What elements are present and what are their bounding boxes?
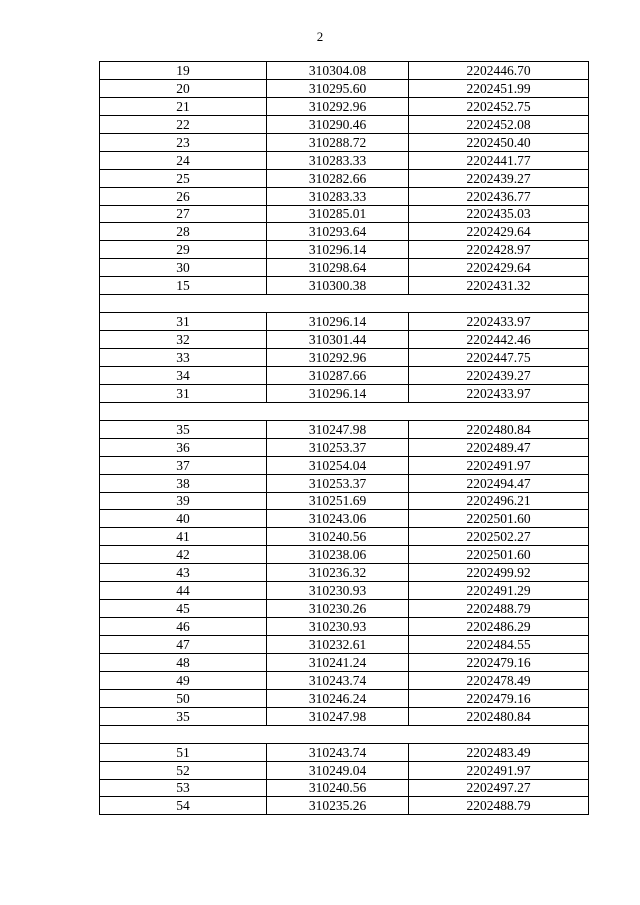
point-number-cell: 36 bbox=[100, 438, 267, 456]
table-separator-row bbox=[100, 725, 589, 743]
y-coordinate-cell: 2202478.49 bbox=[409, 671, 589, 689]
point-number-cell: 25 bbox=[100, 169, 267, 187]
x-coordinate-cell: 310301.44 bbox=[267, 331, 409, 349]
table-row bbox=[100, 671, 589, 689]
point-number-cell: 41 bbox=[100, 528, 267, 546]
x-coordinate-cell: 310251.69 bbox=[267, 492, 409, 510]
x-coordinate-cell: 310292.96 bbox=[267, 349, 409, 367]
x-coordinate-cell: 310243.06 bbox=[267, 510, 409, 528]
x-coordinate-cell: 310298.64 bbox=[267, 259, 409, 277]
y-coordinate-cell: 2202431.32 bbox=[409, 277, 589, 295]
x-coordinate-cell: 310243.74 bbox=[267, 743, 409, 761]
x-coordinate-cell: 310235.26 bbox=[267, 797, 409, 815]
x-coordinate-cell: 310246.24 bbox=[267, 689, 409, 707]
coordinates-table bbox=[99, 61, 589, 815]
table-row bbox=[100, 97, 589, 115]
x-coordinate-cell: 310241.24 bbox=[267, 653, 409, 671]
point-number-cell: 40 bbox=[100, 510, 267, 528]
x-coordinate-cell: 310296.14 bbox=[267, 313, 409, 331]
point-number-cell: 23 bbox=[100, 133, 267, 151]
table-row bbox=[100, 779, 589, 797]
table-row bbox=[100, 582, 589, 600]
table-row bbox=[100, 205, 589, 223]
point-number-cell: 42 bbox=[100, 546, 267, 564]
point-number-cell: 38 bbox=[100, 474, 267, 492]
table-row bbox=[100, 546, 589, 564]
y-coordinate-cell: 2202502.27 bbox=[409, 528, 589, 546]
point-number-cell: 19 bbox=[100, 62, 267, 80]
x-coordinate-cell: 310283.33 bbox=[267, 151, 409, 169]
x-coordinate-cell: 310285.01 bbox=[267, 205, 409, 223]
y-coordinate-cell: 2202489.47 bbox=[409, 438, 589, 456]
page-number: 2 bbox=[316, 29, 324, 44]
table-row bbox=[100, 653, 589, 671]
table-row bbox=[100, 187, 589, 205]
x-coordinate-cell: 310292.96 bbox=[267, 97, 409, 115]
y-coordinate-cell: 2202447.75 bbox=[409, 349, 589, 367]
table-row bbox=[100, 600, 589, 618]
point-number-cell: 34 bbox=[100, 366, 267, 384]
x-coordinate-cell: 310293.64 bbox=[267, 223, 409, 241]
point-number-cell: 22 bbox=[100, 115, 267, 133]
point-number-cell: 26 bbox=[100, 187, 267, 205]
x-coordinate-cell: 310236.32 bbox=[267, 564, 409, 582]
point-number-cell: 49 bbox=[100, 671, 267, 689]
x-coordinate-cell: 310247.98 bbox=[267, 420, 409, 438]
table-row bbox=[100, 366, 589, 384]
y-coordinate-cell: 2202479.16 bbox=[409, 689, 589, 707]
table-row bbox=[100, 797, 589, 815]
x-coordinate-cell: 310283.33 bbox=[267, 187, 409, 205]
table-row bbox=[100, 79, 589, 97]
x-coordinate-cell: 310253.37 bbox=[267, 438, 409, 456]
x-coordinate-cell: 310249.04 bbox=[267, 761, 409, 779]
x-coordinate-cell: 310296.14 bbox=[267, 241, 409, 259]
x-coordinate-cell: 310240.56 bbox=[267, 528, 409, 546]
y-coordinate-cell: 2202433.97 bbox=[409, 313, 589, 331]
table-row bbox=[100, 636, 589, 654]
x-coordinate-cell: 310240.56 bbox=[267, 779, 409, 797]
y-coordinate-cell: 2202488.79 bbox=[409, 600, 589, 618]
table-row bbox=[100, 331, 589, 349]
x-coordinate-cell: 310300.38 bbox=[267, 277, 409, 295]
table-row bbox=[100, 223, 589, 241]
point-number-cell: 20 bbox=[100, 79, 267, 97]
point-number-cell: 27 bbox=[100, 205, 267, 223]
table-row bbox=[100, 420, 589, 438]
y-coordinate-cell: 2202436.77 bbox=[409, 187, 589, 205]
point-number-cell: 53 bbox=[100, 779, 267, 797]
separator-cell bbox=[100, 402, 589, 420]
point-number-cell: 52 bbox=[100, 761, 267, 779]
point-number-cell: 30 bbox=[100, 259, 267, 277]
y-coordinate-cell: 2202433.97 bbox=[409, 384, 589, 402]
x-coordinate-cell: 310288.72 bbox=[267, 133, 409, 151]
table-row bbox=[100, 277, 589, 295]
table-row bbox=[100, 349, 589, 367]
y-coordinate-cell: 2202452.75 bbox=[409, 97, 589, 115]
y-coordinate-cell: 2202439.27 bbox=[409, 366, 589, 384]
point-number-cell: 31 bbox=[100, 384, 267, 402]
y-coordinate-cell: 2202429.64 bbox=[409, 223, 589, 241]
point-number-cell: 43 bbox=[100, 564, 267, 582]
point-number-cell: 24 bbox=[100, 151, 267, 169]
table-row bbox=[100, 618, 589, 636]
table-row bbox=[100, 115, 589, 133]
point-number-cell: 46 bbox=[100, 618, 267, 636]
y-coordinate-cell: 2202442.46 bbox=[409, 331, 589, 349]
y-coordinate-cell: 2202435.03 bbox=[409, 205, 589, 223]
y-coordinate-cell: 2202441.77 bbox=[409, 151, 589, 169]
y-coordinate-cell: 2202501.60 bbox=[409, 510, 589, 528]
x-coordinate-cell: 310230.93 bbox=[267, 618, 409, 636]
table-row bbox=[100, 743, 589, 761]
point-number-cell: 28 bbox=[100, 223, 267, 241]
point-number-cell: 35 bbox=[100, 707, 267, 725]
y-coordinate-cell: 2202488.79 bbox=[409, 797, 589, 815]
point-number-cell: 39 bbox=[100, 492, 267, 510]
table-row bbox=[100, 689, 589, 707]
point-number-cell: 44 bbox=[100, 582, 267, 600]
x-coordinate-cell: 310253.37 bbox=[267, 474, 409, 492]
table-row bbox=[100, 761, 589, 779]
x-coordinate-cell: 310243.74 bbox=[267, 671, 409, 689]
point-number-cell: 51 bbox=[100, 743, 267, 761]
table-row bbox=[100, 564, 589, 582]
x-coordinate-cell: 310304.08 bbox=[267, 62, 409, 80]
y-coordinate-cell: 2202428.97 bbox=[409, 241, 589, 259]
x-coordinate-cell: 310230.93 bbox=[267, 582, 409, 600]
table-row bbox=[100, 151, 589, 169]
x-coordinate-cell: 310232.61 bbox=[267, 636, 409, 654]
table-separator-row bbox=[100, 295, 589, 313]
y-coordinate-cell: 2202497.27 bbox=[409, 779, 589, 797]
y-coordinate-cell: 2202494.47 bbox=[409, 474, 589, 492]
y-coordinate-cell: 2202446.70 bbox=[409, 62, 589, 80]
y-coordinate-cell: 2202480.84 bbox=[409, 420, 589, 438]
y-coordinate-cell: 2202452.08 bbox=[409, 115, 589, 133]
y-coordinate-cell: 2202429.64 bbox=[409, 259, 589, 277]
y-coordinate-cell: 2202501.60 bbox=[409, 546, 589, 564]
y-coordinate-cell: 2202439.27 bbox=[409, 169, 589, 187]
table-separator-row bbox=[100, 402, 589, 420]
x-coordinate-cell: 310238.06 bbox=[267, 546, 409, 564]
point-number-cell: 31 bbox=[100, 313, 267, 331]
point-number-cell: 32 bbox=[100, 331, 267, 349]
x-coordinate-cell: 310296.14 bbox=[267, 384, 409, 402]
table-row bbox=[100, 492, 589, 510]
table-row bbox=[100, 384, 589, 402]
x-coordinate-cell: 310295.60 bbox=[267, 79, 409, 97]
separator-cell bbox=[100, 295, 589, 313]
table-row bbox=[100, 456, 589, 474]
y-coordinate-cell: 2202451.99 bbox=[409, 79, 589, 97]
point-number-cell: 33 bbox=[100, 349, 267, 367]
table-row bbox=[100, 259, 589, 277]
table-row bbox=[100, 133, 589, 151]
y-coordinate-cell: 2202491.97 bbox=[409, 761, 589, 779]
table-row bbox=[100, 474, 589, 492]
separator-cell bbox=[100, 725, 589, 743]
y-coordinate-cell: 2202496.21 bbox=[409, 492, 589, 510]
y-coordinate-cell: 2202480.84 bbox=[409, 707, 589, 725]
table-row bbox=[100, 438, 589, 456]
y-coordinate-cell: 2202484.55 bbox=[409, 636, 589, 654]
y-coordinate-cell: 2202499.92 bbox=[409, 564, 589, 582]
table-row bbox=[100, 169, 589, 187]
x-coordinate-cell: 310254.04 bbox=[267, 456, 409, 474]
table-row bbox=[100, 313, 589, 331]
y-coordinate-cell: 2202450.40 bbox=[409, 133, 589, 151]
point-number-cell: 29 bbox=[100, 241, 267, 259]
point-number-cell: 35 bbox=[100, 420, 267, 438]
point-number-cell: 15 bbox=[100, 277, 267, 295]
table-row bbox=[100, 510, 589, 528]
y-coordinate-cell: 2202491.97 bbox=[409, 456, 589, 474]
point-number-cell: 45 bbox=[100, 600, 267, 618]
y-coordinate-cell: 2202479.16 bbox=[409, 653, 589, 671]
y-coordinate-cell: 2202483.49 bbox=[409, 743, 589, 761]
y-coordinate-cell: 2202486.29 bbox=[409, 618, 589, 636]
point-number-cell: 47 bbox=[100, 636, 267, 654]
x-coordinate-cell: 310290.46 bbox=[267, 115, 409, 133]
coordinates-table-body bbox=[100, 62, 589, 815]
x-coordinate-cell: 310282.66 bbox=[267, 169, 409, 187]
table-row bbox=[100, 707, 589, 725]
point-number-cell: 50 bbox=[100, 689, 267, 707]
x-coordinate-cell: 310230.26 bbox=[267, 600, 409, 618]
table-row bbox=[100, 528, 589, 546]
x-coordinate-cell: 310247.98 bbox=[267, 707, 409, 725]
table-row bbox=[100, 241, 589, 259]
table-row bbox=[100, 62, 589, 80]
x-coordinate-cell: 310287.66 bbox=[267, 366, 409, 384]
point-number-cell: 48 bbox=[100, 653, 267, 671]
point-number-cell: 21 bbox=[100, 97, 267, 115]
point-number-cell: 54 bbox=[100, 797, 267, 815]
y-coordinate-cell: 2202491.29 bbox=[409, 582, 589, 600]
point-number-cell: 37 bbox=[100, 456, 267, 474]
